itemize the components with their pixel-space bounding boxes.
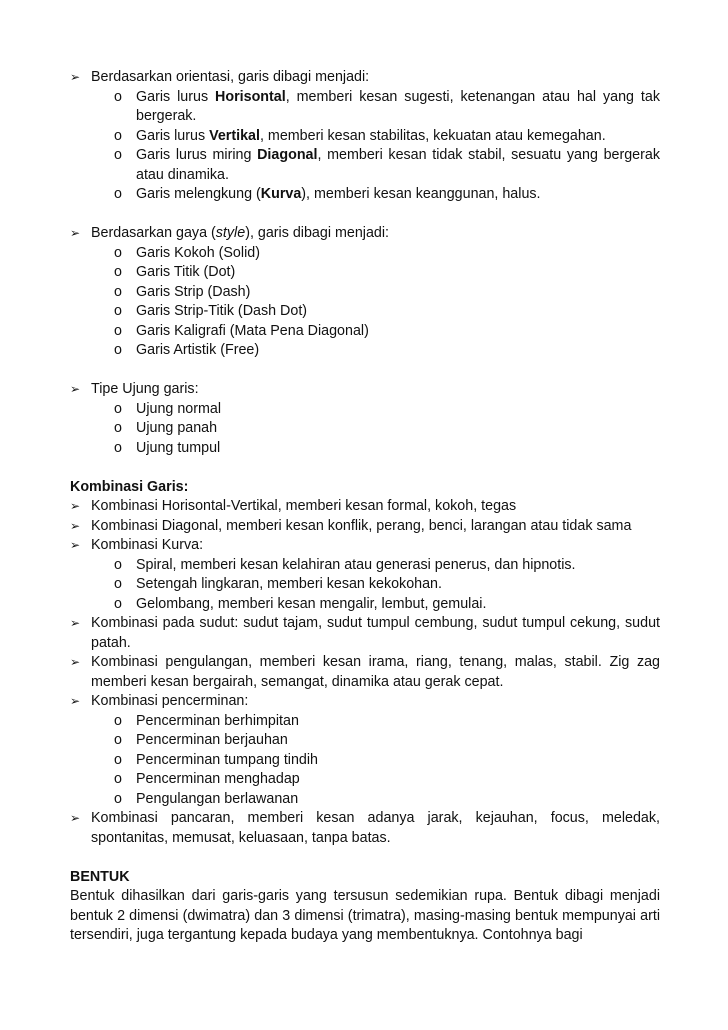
arrow-bullet-icon: ➢: [70, 694, 81, 708]
circle-bullet-icon: o: [114, 127, 122, 144]
list-item: [70, 614, 660, 653]
style-item: Garis Titik (Dot): [136, 264, 236, 280]
list-item: [70, 790, 660, 810]
combination-mirror-intro: Kombinasi pencerminan:: [91, 693, 249, 709]
list-item: [70, 341, 660, 361]
curve-item: Spiral, memberi kesan kelahiran atau generasi penerus, dan hipnotis.: [136, 556, 576, 573]
list-item: [70, 263, 660, 283]
arrow-bullet-icon: ➢: [70, 518, 81, 533]
list-item: [70, 751, 660, 771]
circle-bullet-icon: o: [114, 88, 122, 105]
arrow-bullet-icon: ➢: [70, 655, 81, 669]
list-item: [70, 127, 660, 147]
orientation-item-horizontal: Garis lurus Horisontal, memberi kesan sugesti, ketenangan atau hal yang tak bergerak.: [136, 88, 660, 124]
list-item: [70, 283, 660, 303]
style-list: [70, 244, 660, 361]
list-item: [70, 302, 660, 322]
list-item: [70, 809, 660, 848]
list-item: [70, 88, 660, 127]
spacer: [70, 361, 660, 381]
list-item: [70, 419, 660, 439]
spacer: [70, 205, 660, 225]
combination-curve-intro: Kombinasi Kurva:: [91, 537, 204, 553]
list-item: [70, 439, 660, 459]
combination-corner: Kombinasi pada sudut: sudut tajam, sudut tumpul cembung, sudut tumpul cekung, sudut patah.: [91, 615, 660, 651]
combination-radiation: Kombinasi pancaran, memberi kesan adanya jarak, kejauhan, focus, meledak, spontanitas, memusat, keluasaan, tanpa batas.: [91, 810, 660, 846]
ends-item: Ujung panah: [136, 420, 218, 436]
circle-bullet-icon: o: [114, 595, 122, 612]
ends-item: Ujung normal: [136, 400, 222, 417]
circle-bullet-icon: o: [114, 420, 122, 436]
arrow-bullet-icon: ➢: [70, 538, 81, 552]
list-item: [70, 400, 660, 420]
style-item: Garis Kokoh (Solid): [136, 244, 260, 261]
list-item: [70, 770, 660, 790]
orientation-item-diagonal: Garis lurus miring Diagonal, memberi kesan tidak stabil, sesuatu yang bergerak atau dinamika.: [136, 147, 660, 183]
ends-list: [70, 400, 660, 459]
style-item: Garis Kaligrafi (Mata Pena Diagonal): [136, 322, 369, 339]
list-item: [70, 692, 660, 712]
shape-paragraph: Bentuk dihasilkan dari garis-garis yang tersusun sedemikian rupa. Bentuk dibagi menjadi bentuk 2 dimensi (dwimatra) dan 3 dimensi (trimatra), masing-masing bentuk mempunyai arti tersendiri, juga tergantung kepada budaya yang membentuknya. Contohnya bagi: [70, 888, 660, 943]
spacer: [70, 848, 660, 868]
orientation-list: [70, 88, 660, 205]
mirror-item: Pencerminan tumpang tindih: [136, 751, 318, 768]
ends-intro: Tipe Ujung garis:: [91, 381, 199, 397]
circle-bullet-icon: o: [114, 712, 122, 729]
ends-item: Ujung tumpul: [136, 439, 221, 456]
style-item: Garis Strip (Dash): [136, 283, 251, 300]
circle-bullet-icon: o: [114, 556, 122, 573]
list-item: [70, 517, 660, 537]
combination-heading: Kombinasi Garis:: [70, 478, 189, 495]
mirror-item: Pengulangan berlawanan: [136, 790, 299, 807]
shape-heading: BENTUK: [70, 868, 130, 885]
curve-item: Gelombang, memberi kesan mengalir, lembut, gemulai.: [136, 595, 487, 612]
circle-bullet-icon: o: [114, 322, 122, 339]
list-item: [70, 731, 660, 751]
document-page: [70, 68, 660, 946]
circle-bullet-icon: o: [114, 147, 122, 163]
curve-list: [70, 556, 660, 615]
list-item: [70, 146, 660, 185]
arrow-bullet-icon: ➢: [70, 616, 81, 630]
orientation-item-vertical: Garis lurus Vertikal, memberi kesan stabilitas, kekuatan atau kemegahan.: [136, 127, 606, 144]
arrow-bullet-icon: ➢: [70, 499, 81, 513]
list-item: [70, 68, 660, 88]
orientation-item-curve: Garis melengkung (Kurva), memberi kesan keanggunan, halus.: [136, 186, 541, 202]
list-item: [70, 712, 660, 732]
circle-bullet-icon: o: [114, 576, 122, 592]
combination-diagonal: Kombinasi Diagonal, memberi kesan konflik, perang, benci, larangan atau tidak sama: [91, 517, 632, 534]
circle-bullet-icon: o: [114, 244, 122, 261]
circle-bullet-icon: o: [114, 186, 122, 202]
list-item: [70, 556, 660, 576]
list-item: [70, 224, 660, 244]
circle-bullet-icon: o: [114, 264, 122, 280]
mirror-item: Pencerminan menghadap: [136, 771, 300, 787]
arrow-bullet-icon: ➢: [70, 70, 81, 84]
arrow-bullet-icon: ➢: [70, 811, 81, 825]
circle-bullet-icon: o: [114, 303, 122, 319]
circle-bullet-icon: o: [114, 790, 122, 807]
list-item: [70, 380, 660, 400]
combination-repetition: Kombinasi pengulangan, memberi kesan irama, riang, tenang, malas, stabil. Zig zag memberi kesan bergairah, semangat, dinamika atau gerak cepat.: [91, 654, 660, 690]
spacer: [70, 458, 660, 478]
circle-bullet-icon: o: [114, 283, 122, 300]
list-item: [70, 575, 660, 595]
style-intro: Berdasarkan gaya (style), garis dibagi menjadi:: [91, 225, 390, 241]
circle-bullet-icon: o: [114, 751, 122, 768]
list-item: [70, 244, 660, 264]
circle-bullet-icon: o: [114, 771, 122, 787]
orientation-intro: Berdasarkan orientasi, garis dibagi menjadi:: [91, 69, 370, 85]
list-item: [70, 595, 660, 615]
mirror-list: [70, 712, 660, 810]
circle-bullet-icon: o: [114, 439, 122, 456]
list-item: [70, 536, 660, 556]
list-item: [70, 322, 660, 342]
circle-bullet-icon: o: [114, 400, 122, 417]
circle-bullet-icon: o: [114, 342, 122, 358]
mirror-item: Pencerminan berhimpitan: [136, 712, 299, 729]
curve-item: Setengah lingkaran, memberi kesan kekokohan.: [136, 576, 442, 592]
arrow-bullet-icon: ➢: [70, 382, 81, 396]
list-item: [70, 653, 660, 692]
arrow-bullet-icon: ➢: [70, 226, 81, 240]
style-item: Garis Strip-Titik (Dash Dot): [136, 303, 308, 319]
circle-bullet-icon: o: [114, 732, 122, 748]
combination-horizontal-vertical: Kombinasi Horisontal-Vertikal, memberi kesan formal, kokoh, tegas: [91, 498, 517, 514]
list-item: [70, 185, 660, 205]
mirror-item: Pencerminan berjauhan: [136, 732, 288, 748]
list-item: [70, 497, 660, 517]
style-item: Garis Artistik (Free): [136, 342, 260, 358]
